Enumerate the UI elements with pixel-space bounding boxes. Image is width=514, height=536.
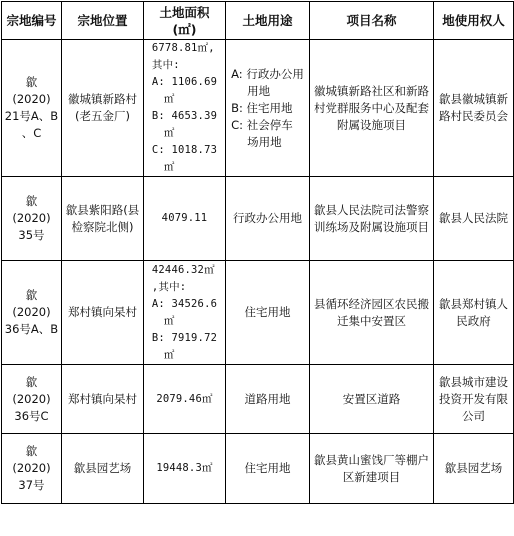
parcel-no-line: 37号 <box>18 478 45 492</box>
parcel-no-cell <box>2 261 62 365</box>
owner-cell: 歙县人民法院 <box>434 177 514 261</box>
area-line: C: 1018.73 <box>151 144 218 156</box>
table-row <box>2 177 514 261</box>
area-cell: 4079.11 <box>144 177 226 261</box>
parcel-no-line: (2020) <box>12 305 51 319</box>
parcel-no-line: 36号A、B <box>4 322 59 336</box>
project-cell: 徽城镇新路社区和新路村党群服务中心及配套附属设施项目 <box>310 40 434 177</box>
owner-cell: 歙县徽城镇新路村民委员会 <box>434 40 514 177</box>
table-row <box>2 365 514 434</box>
project-cell: 县循环经济园区农民搬迁集中安置区 <box>310 261 434 365</box>
area-cell: 19448.3㎡ <box>144 434 226 504</box>
header-row <box>2 2 514 40</box>
parcel-no-line: 歙 <box>25 194 38 208</box>
header-area <box>144 2 226 40</box>
use-line: 用地 <box>247 83 271 98</box>
parcel-no-line: 歙 <box>25 288 38 302</box>
location-cell: 郑村镇向杲村 <box>62 261 144 365</box>
area-line: ㎡ <box>163 348 175 361</box>
project-cell: 歙县人民法院司法警察训练场及附属设施项目 <box>310 177 434 261</box>
parcel-no-cell <box>2 40 62 177</box>
area-line: ,其中: <box>151 280 187 293</box>
parcel-no-line: (2020) <box>12 461 51 475</box>
use-cell: 住宅用地 <box>226 261 310 365</box>
area-line: A: 34526.6 <box>151 297 218 310</box>
area-cell: 2079.46㎡ <box>144 365 226 434</box>
use-cell <box>226 40 310 177</box>
use-cell: 道路用地 <box>226 365 310 434</box>
use-breakdown <box>231 66 304 151</box>
use-line: B: 住宅用地 <box>231 100 293 115</box>
parcel-no-line: 歙 <box>25 374 38 389</box>
parcel-no-cell <box>2 434 62 504</box>
area-breakdown <box>152 40 217 176</box>
owner-cell: 歙县郑村镇人民政府 <box>434 261 514 365</box>
header-area-label: 土地面积 <box>159 4 210 20</box>
table-row <box>2 40 514 177</box>
table-row <box>2 434 514 504</box>
area-line: B: 7919.72 <box>151 331 218 344</box>
area-line: 42446.32㎡ <box>151 263 215 276</box>
header-location: 宗地位置 <box>62 2 144 40</box>
table-row <box>2 261 514 365</box>
header-project: 项目名称 <box>310 2 434 40</box>
parcel-no-line: (2020) <box>12 211 51 225</box>
location-cell: 徽城镇新路村(老五金厂) <box>62 40 144 177</box>
area-line: A: 1106.69 <box>151 76 218 88</box>
header-use: 土地用途 <box>226 2 310 40</box>
area-cell <box>144 40 226 177</box>
owner-cell: 歙县城市建设投资开发有限公司 <box>434 365 514 434</box>
use-line: 场用地 <box>247 134 282 149</box>
header-owner: 地使用权人 <box>434 2 514 40</box>
use-cell: 住宅用地 <box>226 434 310 504</box>
parcel-no-line: 歙 <box>25 444 38 458</box>
owner-cell: 歙县园艺场 <box>434 434 514 504</box>
area-line: B: 4653.39 <box>151 110 218 122</box>
header-parcel-no: 宗地编号 <box>2 2 62 40</box>
area-line: ㎡ <box>163 127 175 139</box>
location-cell: 郑村镇向杲村 <box>62 365 144 434</box>
header-area-unit: (㎡) <box>172 21 197 37</box>
area-breakdown <box>152 262 217 364</box>
area-cell <box>144 261 226 365</box>
land-parcel-table <box>1 1 514 504</box>
parcel-no-line: 歙 <box>25 75 38 89</box>
use-cell: 行政办公用地 <box>226 177 310 261</box>
parcel-no-line: 、C <box>21 126 42 140</box>
location-cell: 歙县紫阳路(县检察院北侧) <box>62 177 144 261</box>
area-line: 其中: <box>151 59 180 71</box>
area-line: ㎡ <box>163 161 175 173</box>
area-line: ㎡ <box>163 93 175 105</box>
parcel-no-line: 35号 <box>18 228 45 242</box>
parcel-no-cell <box>2 365 62 434</box>
use-line: A: 行政办公用 <box>231 66 304 81</box>
project-cell: 歙县黄山蜜饯厂等棚户区新建项目 <box>310 434 434 504</box>
parcel-no-line: 36号C <box>14 408 49 423</box>
parcel-no-cell <box>2 177 62 261</box>
parcel-no-line: 21号A、B <box>4 109 59 123</box>
use-line: C: 社会停车 <box>231 117 293 132</box>
project-cell: 安置区道路 <box>310 365 434 434</box>
area-line: ㎡ <box>163 314 175 327</box>
area-line: 6778.81㎡, <box>151 42 215 54</box>
parcel-no-line: (2020) <box>12 391 51 406</box>
location-cell: 歙县园艺场 <box>62 434 144 504</box>
parcel-no-line: (2020) <box>12 92 51 106</box>
